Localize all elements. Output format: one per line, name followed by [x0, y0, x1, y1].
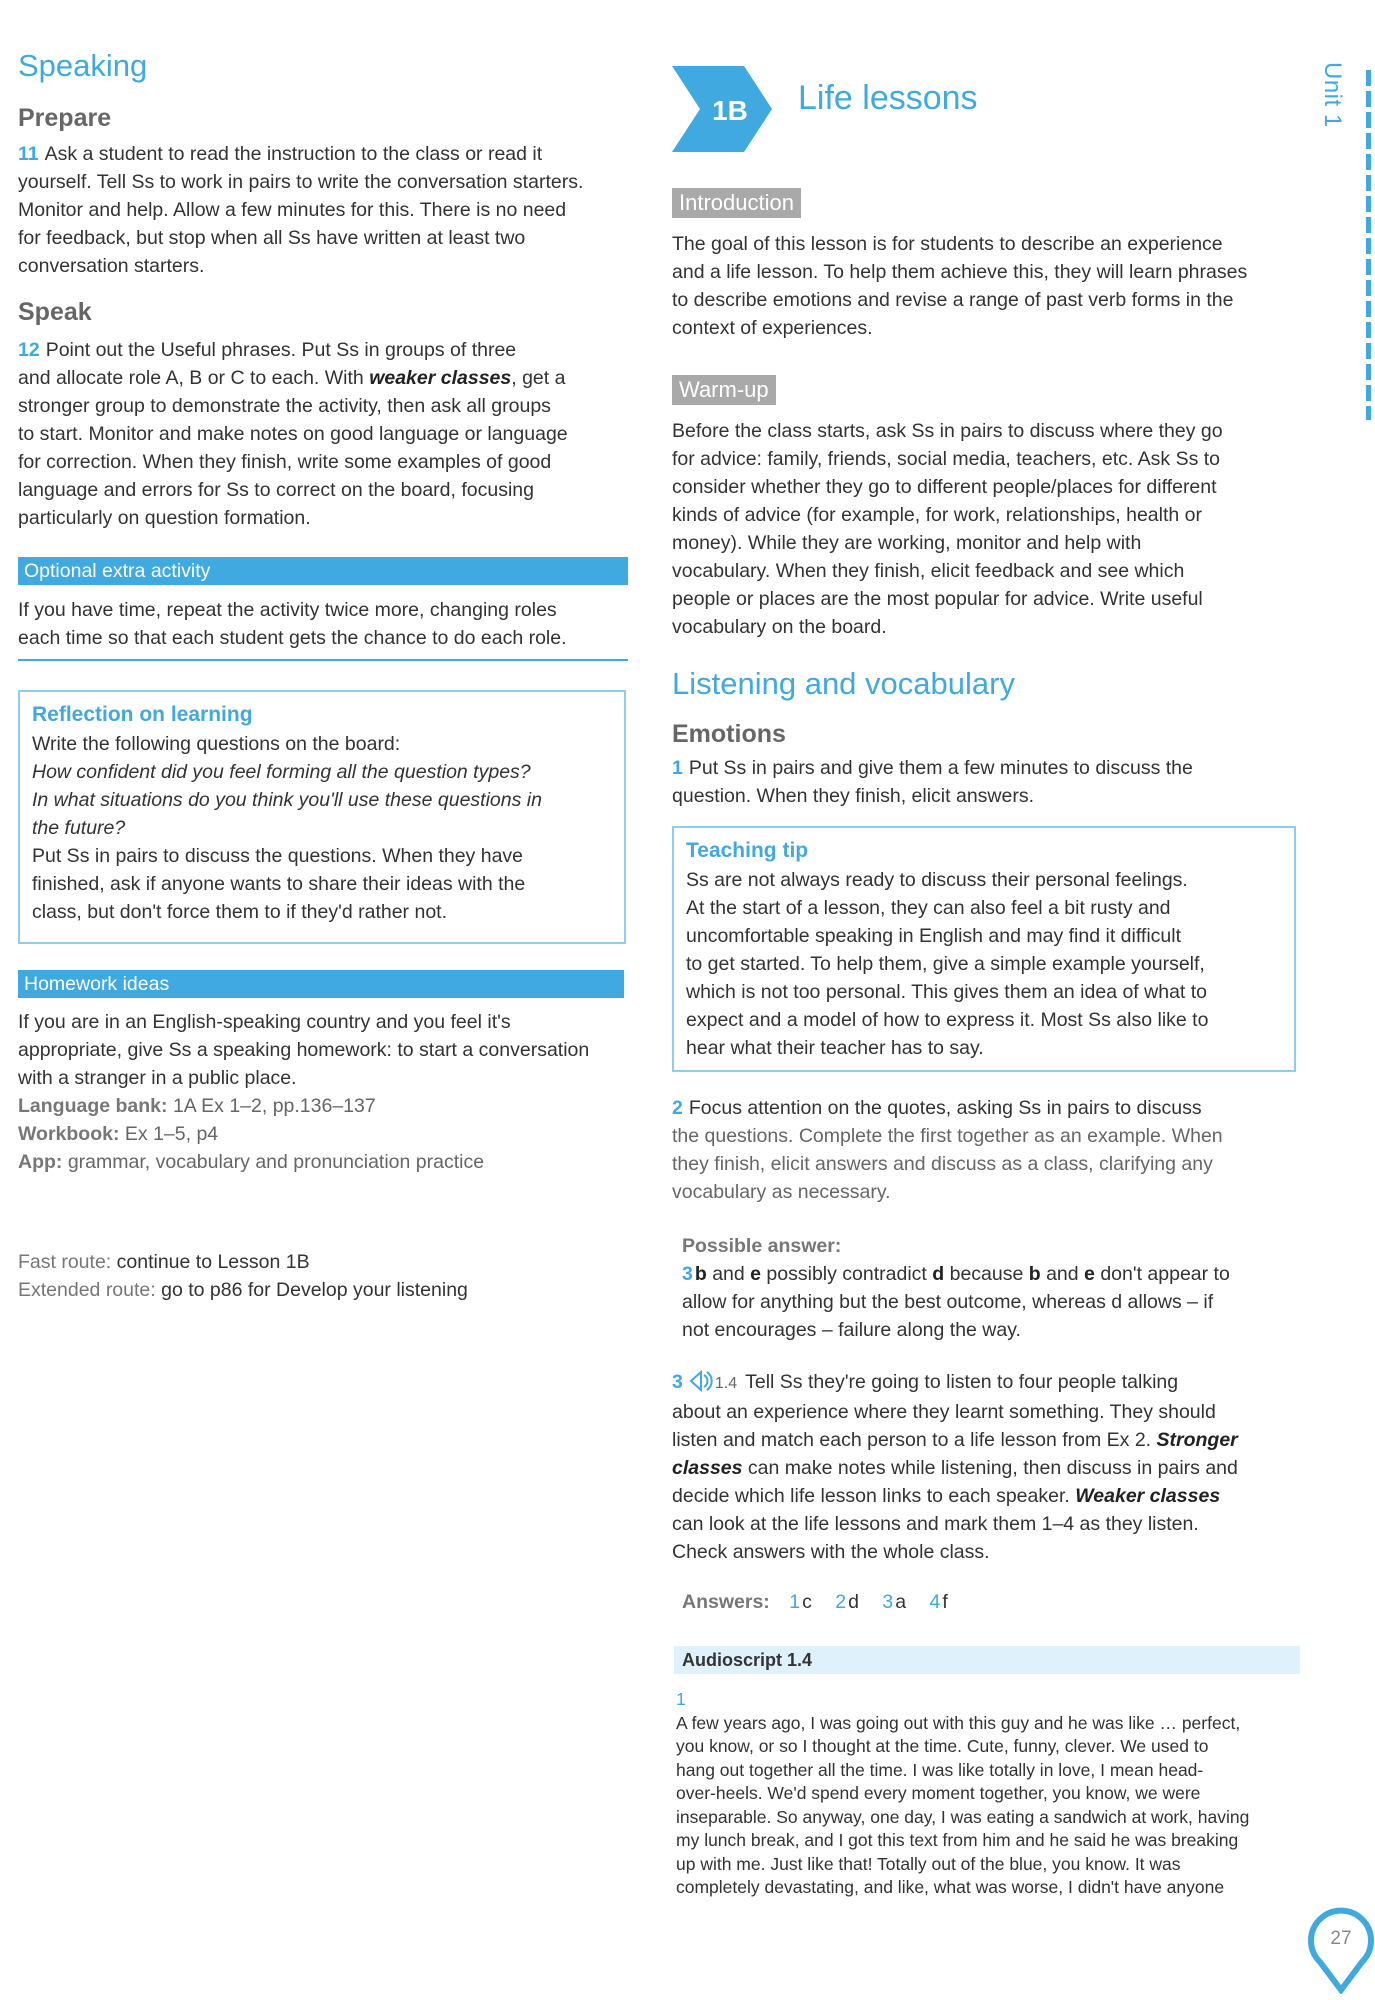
- optional-activity-text: [18, 596, 630, 652]
- text-line: Ss are not always ready to discuss their personal feelings.: [686, 869, 1188, 891]
- homework-text: [18, 1008, 630, 1176]
- text-line: uncomfortable speaking in English and may find it difficult: [686, 925, 1182, 947]
- text-line: A few years ago, I was going out with this guy and he was like … perfect,: [676, 1712, 1241, 1733]
- bold-letter: b: [694, 1263, 707, 1285]
- text-span: can make notes while listening, then discuss in pairs and: [742, 1457, 1238, 1479]
- answer-letter: d: [848, 1591, 859, 1613]
- divider: [18, 659, 628, 661]
- route-value: go to p86 for Develop your listening: [161, 1279, 468, 1301]
- ex2-text: [672, 1094, 1298, 1206]
- audioscript-text: [676, 1688, 1298, 1900]
- text-line: with a stranger in a public place.: [18, 1067, 297, 1089]
- ref-label: Workbook:: [18, 1123, 120, 1145]
- page-number: 27: [1330, 1928, 1352, 1949]
- text-line: Put Ss in pairs and give them a few minutes to discuss the: [688, 757, 1193, 779]
- ref-value: grammar, vocabulary and pronunciation practice: [67, 1151, 485, 1173]
- text-line: vocabulary. When they finish, elicit feedback and see which: [672, 560, 1185, 582]
- emotions-text: [672, 754, 1298, 810]
- introduction-text: [672, 230, 1298, 342]
- text-line: hear what their teacher has to say.: [686, 1037, 984, 1059]
- text-span: because: [944, 1263, 1029, 1285]
- emphasis: Weaker classes: [1075, 1485, 1221, 1507]
- answer-num: 1: [789, 1591, 801, 1613]
- text-line: for advice: family, friends, social media, teachers, etc. Ask Ss to: [672, 448, 1221, 470]
- optional-activity-bar: Optional extra activity: [18, 557, 628, 585]
- text-line: and a life lesson. To help them achieve this, they will learn phrases: [672, 261, 1248, 283]
- text-line: appropriate, give Ss a speaking homework: to start a conversation: [18, 1039, 590, 1061]
- text-line: allow for anything but the best outcome, whereas d allows – if: [682, 1291, 1214, 1313]
- ref-label: App:: [18, 1151, 63, 1173]
- text-line: Ask a student to read the instruction to the class or read it: [44, 143, 543, 165]
- badge-label: 1B: [712, 95, 748, 126]
- speaking-title: Speaking: [18, 48, 148, 83]
- text-line: Monitor and help. Allow a few minutes for this. There is no need: [18, 199, 567, 221]
- text-line: stronger group to demonstrate the activity, then ask all groups: [18, 395, 551, 417]
- listening-title: Listening and vocabulary: [672, 666, 1015, 701]
- route-value: continue to Lesson 1B: [116, 1251, 310, 1273]
- question-line: the future?: [32, 817, 126, 839]
- text-span: listen and match each person to a life lesson from Ex 2.: [672, 1429, 1157, 1451]
- text-span: don't appear to: [1094, 1263, 1230, 1285]
- text-line: completely devastating, and like, what was worse, I didn't have anyone: [676, 1877, 1225, 1897]
- answer-letter: f: [942, 1591, 948, 1613]
- text-line: not encourages – failure along the way.: [682, 1319, 1021, 1341]
- text-span: decide which life lesson links to each speaker.: [672, 1485, 1076, 1507]
- text-line: money). While they are working, monitor and help with: [672, 532, 1142, 554]
- bold-letter: d: [932, 1263, 945, 1285]
- text-line: to start. Monitor and make notes on good language or language: [18, 423, 568, 445]
- text-line: Write the following questions on the board:: [32, 733, 401, 755]
- text-line: If you are in an English-speaking country and you feel it's: [18, 1011, 511, 1033]
- text-line: vocabulary on the board.: [672, 616, 887, 638]
- text-span: and allocate role A, B or C to each. With: [18, 367, 370, 389]
- text-span: and: [706, 1263, 751, 1285]
- emphasis: classes: [672, 1457, 743, 1479]
- text-line: context of experiences.: [672, 317, 873, 339]
- ref-value: 1A Ex 1–2, pp.136–137: [172, 1095, 376, 1117]
- warmup-tab: Warm-up: [672, 375, 776, 405]
- lesson-badge: [672, 66, 774, 152]
- text-line: At the start of a lesson, they can also feel a bit rusty and: [686, 897, 1171, 919]
- question-line: How confident did you feel forming all the question types?: [32, 761, 531, 783]
- emphasis: Stronger: [1156, 1429, 1238, 1451]
- speaker-num: 1: [676, 1689, 686, 1709]
- reflection-box: [18, 690, 626, 944]
- emotions-heading: Emotions: [672, 720, 786, 748]
- introduction-tab: Introduction: [672, 188, 801, 218]
- speak-heading: Speak: [18, 298, 92, 326]
- teaching-tip-box: [672, 826, 1296, 1072]
- route-label: Fast route:: [18, 1251, 112, 1273]
- ref-label: Language bank:: [18, 1095, 168, 1117]
- text-line: particularly on question formation.: [18, 507, 311, 529]
- text-line: my lunch break, and I got this text from him and he said he was breaking: [676, 1830, 1239, 1850]
- possible-answer: [682, 1232, 1298, 1344]
- text-line: the questions. Complete the first together as an example. When: [672, 1125, 1223, 1147]
- text-line: consider whether they go to different people/places for different: [672, 476, 1217, 498]
- text-line: question. When they finish, elicit answers.: [672, 785, 1035, 807]
- text-span: possibly contradict: [761, 1263, 933, 1285]
- text-line: to describe emotions and revise a range of past verb forms in the: [672, 289, 1234, 311]
- answer-num: 4: [929, 1591, 941, 1613]
- text-line: Before the class starts, ask Ss in pairs to discuss where they go: [672, 420, 1223, 442]
- unit-dash-strip: [1366, 70, 1371, 420]
- text-line: yourself. Tell Ss to work in pairs to write the conversation starters.: [18, 171, 584, 193]
- text-line: conversation starters.: [18, 255, 205, 277]
- text-line: Focus attention on the quotes, asking Ss in pairs to discuss: [688, 1097, 1202, 1119]
- answer-letter: a: [895, 1591, 907, 1613]
- question-line: In what situations do you think you'll use these questions in: [32, 789, 542, 811]
- text-line: The goal of this lesson is for students to describe an experience: [672, 233, 1223, 255]
- text-line: kinds of advice (for example, for work, relationships, health or: [672, 504, 1202, 526]
- bold-letter: e: [750, 1263, 762, 1285]
- text-line: finished, ask if anyone wants to share their ideas with the: [32, 873, 526, 895]
- prepare-text: [18, 140, 630, 280]
- text-line: for feedback, but stop when all Ss have written at least two: [18, 227, 526, 249]
- text-line: inseparable. So anyway, one day, I was eating a sandwich at work, having: [676, 1806, 1250, 1827]
- text-line: Tell Ss they're going to listen to four people talking: [745, 1371, 1179, 1393]
- text-line: can look at the life lessons and mark them 1–4 as they listen.: [672, 1513, 1199, 1535]
- ex-num: 2: [672, 1097, 683, 1119]
- answers-row: [682, 1588, 1298, 1616]
- text-span: , get a: [511, 367, 566, 389]
- ex-num: 3: [672, 1371, 683, 1393]
- text-line: class, but don't force them to if they'd rather not.: [32, 901, 447, 923]
- ex3-text: [672, 1368, 1298, 1566]
- lesson-title: Life lessons: [798, 79, 978, 117]
- warmup-text: [672, 417, 1298, 641]
- text-line: people or places are the most popular for advice. Write useful: [672, 588, 1203, 610]
- emphasis: weaker classes: [369, 367, 512, 389]
- answer-num: 3: [882, 1591, 894, 1613]
- text-line: expect and a model of how to express it. Most Ss also like to: [686, 1009, 1209, 1031]
- text-line: to get started. To help them, give a simple example yourself,: [686, 953, 1205, 975]
- speak-num: 12: [18, 339, 40, 361]
- page-number-pin: [1308, 1902, 1374, 1994]
- audio-icon[interactable]: [687, 1370, 715, 1392]
- text-line: up with me. Just like that! Totally out of the blue, you know. It was: [676, 1853, 1181, 1874]
- possible-answer-label: Possible answer:: [682, 1235, 842, 1257]
- bold-letter: e: [1084, 1263, 1095, 1285]
- answer-num: 2: [835, 1591, 847, 1613]
- reflection-title: Reflection on learning: [32, 703, 253, 726]
- text-line: each time so that each student gets the chance to do each role.: [18, 627, 567, 649]
- text-line: vocabulary as necessary.: [672, 1181, 891, 1203]
- answer-num: 3: [682, 1263, 693, 1285]
- text-line: If you have time, repeat the activity twice more, changing roles: [18, 599, 557, 621]
- answers-label: Answers:: [682, 1591, 770, 1613]
- routes: [18, 1248, 630, 1304]
- ref-value: Ex 1–5, p4: [124, 1123, 219, 1145]
- bold-letter: b: [1028, 1263, 1041, 1285]
- track-number: 1.4: [714, 1375, 738, 1392]
- text-line: Point out the Useful phrases. Put Ss in groups of three: [45, 339, 517, 361]
- text-line: Check answers with the whole class.: [672, 1541, 990, 1563]
- text-line: hang out together all the time. I was like totally in love, I mean head-: [676, 1759, 1204, 1780]
- ex-num: 1: [672, 757, 683, 779]
- text-line: over-heels. We'd spend every moment together, you know, we were: [676, 1783, 1201, 1803]
- text-line: Put Ss in pairs to discuss the questions. When they have: [32, 845, 524, 867]
- text-span: and: [1040, 1263, 1085, 1285]
- text-line: you know, or so I thought at the time. Cute, funny, clever. We used to: [676, 1736, 1209, 1756]
- audioscript-bar: Audioscript 1.4: [674, 1646, 1300, 1674]
- pin-shape: [1311, 1911, 1371, 1990]
- speak-text: [18, 336, 630, 532]
- answer-letter: c: [802, 1591, 812, 1613]
- text-line: which is not too personal. This gives them an idea of what to: [686, 981, 1208, 1003]
- unit-label: Unit 1: [1319, 62, 1346, 128]
- prepare-heading: Prepare: [18, 104, 112, 132]
- prepare-num: 11: [18, 143, 39, 165]
- text-line: about an experience where they learnt something. They should: [672, 1401, 1216, 1423]
- text-line: language and errors for Ss to correct on the board, focusing: [18, 479, 534, 501]
- teaching-tip-title: Teaching tip: [686, 839, 809, 862]
- text-line: for correction. When they finish, write some examples of good: [18, 451, 552, 473]
- homework-bar: Homework ideas: [18, 970, 624, 998]
- text-line: they finish, elicit answers and discuss as a class, clarifying any: [672, 1153, 1213, 1175]
- route-label: Extended route:: [18, 1279, 156, 1301]
